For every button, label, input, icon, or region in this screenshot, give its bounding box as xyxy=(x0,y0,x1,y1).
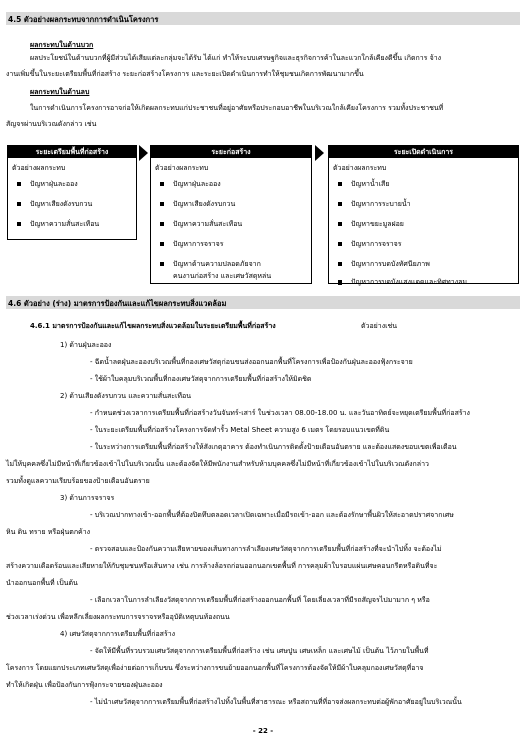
item-2c-line1: - ในระหว่างการเตรียมพื้นที่ก่อสร้างให้สังเกตุอาคาร ต้องทำเนินการติดตั้งป้ายเตือนอันตราย และต้องแสดงขอบเขตเพื่อเตือน xyxy=(90,443,457,451)
operation-intro: ตัวอย่างผลกระทบ xyxy=(333,164,387,172)
bullet-icon xyxy=(17,222,21,226)
construction-item: ปัญหาเสียงดังรบกวน xyxy=(173,200,236,208)
construction-item: ปัญหาการจราจร xyxy=(173,240,224,248)
page-number: - 22 - xyxy=(252,727,274,735)
site-prep-stage-title: ระยะเตรียมพื้นที่ก่อสร้าง xyxy=(8,146,136,158)
operation-item: ปัญหาการจราจร xyxy=(351,240,402,248)
section-4-5-header xyxy=(6,12,520,25)
item-1-dust: 1) ด้านฝุ่นละออง xyxy=(60,341,112,349)
item-3a-line1: - บริเวณปากทางเข้า-ออกพื้นที่ต้องปิดทึบตลอดเวลาเปิดเฉพาะเมื่อมีรถเข้า-ออก และต้องรักษาพื้นผิวให้สะอาดปราศจากเศษ xyxy=(90,511,454,519)
bullet-icon xyxy=(17,182,21,186)
item-2c-line3: รวมทั้งดูแลความเรียบร้อยของป้ายเตือนอันตราย xyxy=(6,477,150,485)
operation-item: ปัญหาการระบายน้ำ xyxy=(351,200,411,208)
item-4a-line3: ทำให้เกิดฝุ่น เพื่อป้องกันการฟุ้งกระจายของฝุ่นละออง xyxy=(6,681,163,689)
bullet-icon xyxy=(160,182,164,186)
negative-impact-para-line2: สัญจรผ่านบริเวณดังกล่าว เช่น xyxy=(6,120,97,128)
construction-stage-title: ระยะก่อสร้าง xyxy=(151,146,311,158)
item-2b: - ในระยะเตรียมพื้นที่ก่อสร้างโครงการจัดทำรั้ว Metal Sheet ความสูง 6 เมตร โดยรอบแนวเขตที่ดิน xyxy=(90,426,390,434)
bullet-icon xyxy=(160,262,164,266)
bullet-icon xyxy=(160,222,164,226)
item-1b: - ใช้ผ้าใบคลุมบริเวณพื้นที่กองเศษวัสดุจากการเตรียมพื้นที่ก่อสร้างให้มิดชิด xyxy=(90,375,312,383)
item-2a: - กำหนดช่วงเวลาการเตรียมพื้นที่ก่อสร้างวันจันทร์-เสาร์ ในช่วงเวลา 08.00-18.00 น. และวันอาทิตย์จะหยุดเตรียมพื้นที่ก่อสร้าง xyxy=(90,409,470,417)
item-1a: - ฉีดน้ำลดฝุ่นละอองบริเวณพื้นที่กองเศษวัสดุก่อนขนส่งออกนอกพื้นที่โครงการเพื่อป้องกันฝุ่นละอองฟุ้งกระจาย xyxy=(90,358,413,366)
subsection-4-6-1-title: 4.6.1 มาตรการป้องกันและแก้ไขผลกระทบสิ่งแวดล้อมในระยะเตรียมพื้นที่ก่อสร้าง xyxy=(30,322,276,330)
item-2-noise: 2) ด้านเสียงดังรบกวน และความสั่นสะเทือน xyxy=(60,392,192,400)
item-3b-line2: สร้างความเดือดร้อนและเสียหายให้กับชุมชนหรือเส้นทาง เช่น การล้างล้อรถก่อนออกนอกเขตพื้นที่ การคลุมผ้าใบรอบแผ่นเศษคอนกรีตหรือดินที่จะ xyxy=(6,562,438,570)
item-3c-line1: - เลือกเวลาในการลำเลียงวัสดุจากการเตรียมพื้นที่ก่อสร้างออกนอกพื้นที่ โดยเลี่ยงเวลาที่มีรถสัญจรไปมามาก ๆ หรือ xyxy=(90,596,430,604)
bullet-icon xyxy=(338,202,342,206)
positive-impact-heading: ผลกระทบในด้านบวก xyxy=(30,41,94,49)
bullet-icon xyxy=(338,262,342,266)
bullet-icon xyxy=(338,222,342,226)
construction-stage-box xyxy=(150,145,312,284)
construction-intro: ตัวอย่างผลกระทบ xyxy=(155,164,209,172)
construction-item-continued: คนงานก่อสร้าง และเศษวัสดุหล่น xyxy=(173,272,272,280)
bullet-icon xyxy=(160,242,164,246)
site-prep-item: ปัญหาเสียงดังรบกวน xyxy=(30,200,93,208)
item-4a-line1: - จัดให้มีพื้นที่รวบรวมเศษวัสดุจากการเตรียมพื้นที่ก่อสร้าง เช่น เศษปูน เศษเหล็ก และเศษไม้ เป็นต้น ไว้ภายในพื้นที่ xyxy=(90,647,429,655)
operation-item: ปัญหาการบดบังแสงแดดและทิศทางลม xyxy=(351,278,468,286)
positive-impact-para-line2: งานเพิ่มขึ้นในระยะเตรียมพื้นที่ก่อสร้าง ระยะก่อสร้างโครงการ และระยะเปิดดำเนินการทำให้ชุมชนเกิดการพัฒนามากขึ้น xyxy=(6,70,364,78)
bullet-icon xyxy=(338,242,342,246)
arrow-right-icon xyxy=(315,145,324,161)
arrow-right-icon xyxy=(139,145,148,161)
operation-stage-title: ระยะเปิดดำเนินการ xyxy=(329,146,518,158)
bullet-icon xyxy=(338,281,342,285)
bullet-icon xyxy=(160,202,164,206)
operation-item: ปัญหาขยะมูลฝอย xyxy=(351,220,404,228)
item-3a-line2: หิน ดิน ทราย หรือฝุ่นตกค้าง xyxy=(6,528,91,536)
item-2c-line2: ไม่ให้บุคคลซึ่งไม่มีหน้าที่เกี่ยวข้องเข้าไปในบริเวณนั้น และต้องจัดให้มีพนักงานสำหรับห้ามบุคคลซึ่งไม่มีหน้าที่เกี่ยวข้องเข้าไปในบริเวณดังกล่าว xyxy=(6,460,429,468)
bullet-icon xyxy=(17,202,21,206)
subsection-4-6-1-suffix: ตัวอย่างเช่น xyxy=(361,322,398,330)
item-4-debris: 4) เศษวัสดุจากการเตรียมพื้นที่ก่อสร้าง xyxy=(60,630,176,638)
section-4-6-title: 4.6 ตัวอย่าง (ร่าง) มาตรการป้องกันและแก้ไขผลกระทบสิ่งแวดล้อม xyxy=(8,299,227,308)
positive-impact-para-line1: ผลประโยชน์ในด้านบวกที่ผู้มีส่วนได้เสียแต่ละกลุ่มจะได้รับ ได้แก่ ทำให้ระบบเศรษฐกิจและธุรกิจการค้าในละแวกใกล้เคียงดีขึ้น เกิดการ จ้าง xyxy=(30,54,442,62)
operation-item: ปัญหาน้ำเสีย xyxy=(351,180,390,188)
item-4a-line2: โครงการ โดยแยกประเภทเศษวัสดุเพื่อง่ายต่อการเก็บขน ซึ่งระหว่างการขนย้ายออกนอกพื้นที่โครงการต้องจัดให้มีผ้าใบคลุมกองเศษวัสดุที่อาจ xyxy=(6,664,424,672)
item-3c-line2: ช่วงเวลาเร่งด่วน เพื่อหลีกเลี่ยงผลกระทบการจราจรหรืออุบัติเหตุบนท้องถนน xyxy=(6,613,230,621)
operation-stage-box xyxy=(328,145,519,284)
item-3b-line3: นำออกนอกพื้นที่ เป็นต้น xyxy=(6,579,78,587)
operation-item: ปัญหาการบดบังทัศนียภาพ xyxy=(351,260,430,268)
section-4-6-header xyxy=(6,296,520,309)
site-prep-intro: ตัวอย่างผลกระทบ xyxy=(12,164,66,172)
construction-item: ปัญหาฝุ่นละออง xyxy=(173,180,221,188)
site-prep-item: ปัญหาความสั่นสะเทือน xyxy=(30,220,100,228)
item-3b-line1: - ตรวจสอบและป้องกันความเสียหายของเส้นทางการลำเลียงเศษวัสดุจากการเตรียมพื้นที่ก่อสร้างที่จะนำไปทิ้ง จะต้องไม่ xyxy=(90,545,442,553)
bullet-icon xyxy=(338,182,342,186)
construction-item: ปัญหาด้านความปลอดภัยจาก xyxy=(173,260,261,268)
item-3-traffic: 3) ด้านการจราจร xyxy=(60,494,115,502)
negative-impact-para-line1: ในการดำเนินการโครงการอาจก่อให้เกิดผลกระทบแก่ประชาชนที่อยู่อาศัยหรือประกอบอาชีพในบริเวณใกล้เคียงโครงการ รวมทั้งประชาชนที่ xyxy=(30,104,444,112)
site-prep-item: ปัญหาฝุ่นละออง xyxy=(30,180,78,188)
section-4-5-title: 4.5 ตัวอย่างผลกระทบจากการดำเนินโครงการ xyxy=(8,15,159,24)
construction-item: ปัญหาความสั่นสะเทือน xyxy=(173,220,243,228)
negative-impact-heading: ผลกระทบในด้านลบ xyxy=(30,88,90,96)
site-prep-stage-box xyxy=(7,145,137,240)
item-4b: - ไม่นำเศษวัสดุจากการเตรียมพื้นที่ก่อสร้างไปทิ้งในพื้นที่สาธารณะ หรือสถานที่ที่อาจส่งผลกระทบต่อผู้พักอาศัยอยู่ในบริเวณนั้น xyxy=(90,698,462,706)
